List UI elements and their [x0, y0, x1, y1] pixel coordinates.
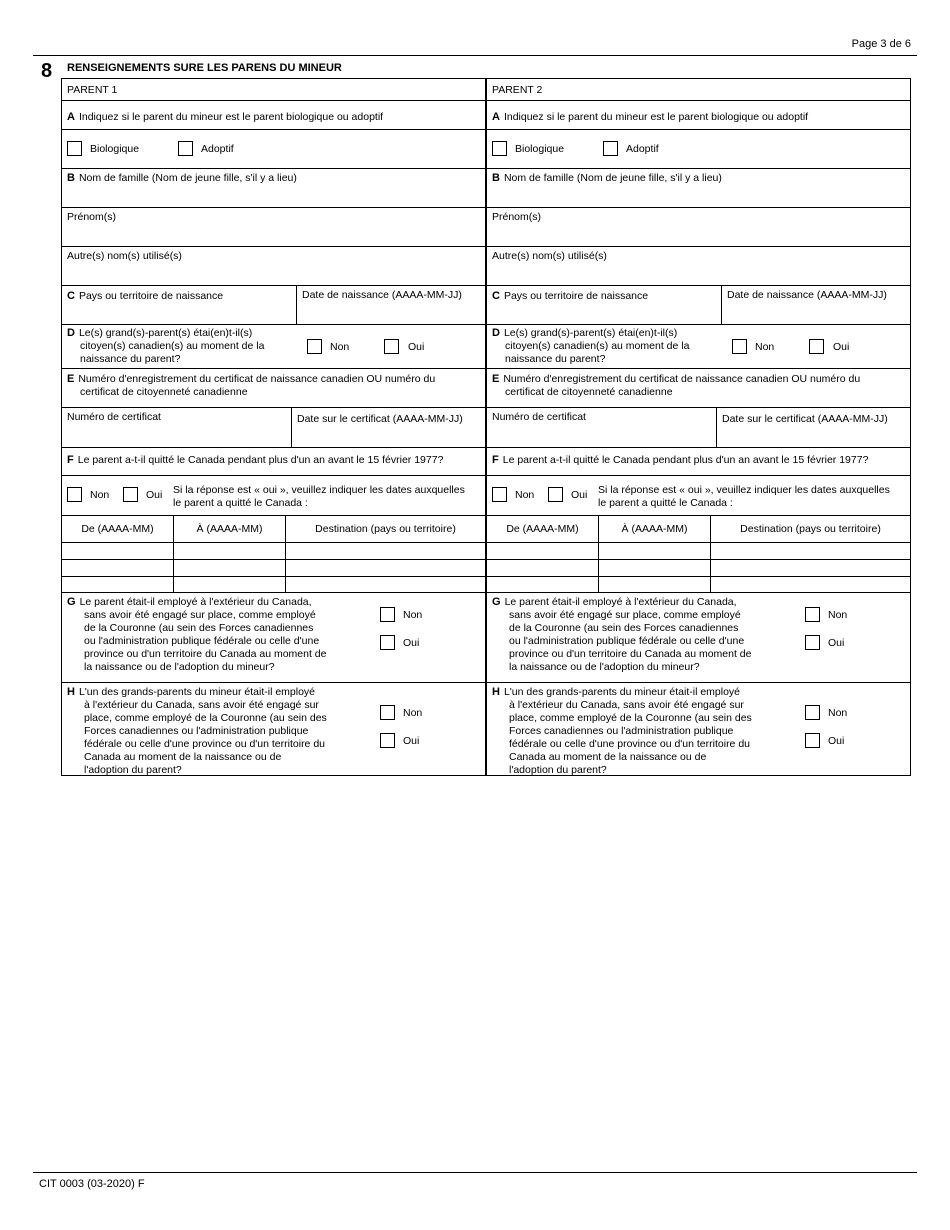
- other-names-field[interactable]: [487, 247, 910, 286]
- other-names-label: Autre(s) nom(s) utilisé(s): [492, 250, 607, 262]
- to-input[interactable]: [174, 577, 286, 592]
- certificate-date-field[interactable]: [717, 408, 910, 447]
- d-oui-checkbox[interactable]: [809, 339, 824, 354]
- question-letter: H: [67, 686, 75, 698]
- question-letter: A: [67, 111, 75, 123]
- certificate-number-field[interactable]: [487, 408, 717, 447]
- col-destination: Destination (pays ou territoire): [315, 523, 456, 535]
- biologique-label: Biologique: [515, 143, 565, 155]
- d-oui-label: Oui: [833, 341, 850, 353]
- h-non-label: Non: [828, 707, 848, 719]
- question-h-row: [487, 683, 910, 775]
- parent-2-column: [486, 78, 911, 776]
- question-a-options: [62, 130, 485, 169]
- certificate-date-label: Date sur le certificat (AAAA-MM-JJ): [722, 413, 888, 425]
- question-letter: A: [492, 111, 500, 123]
- question-letter: D: [492, 327, 500, 339]
- adoptif-label: Adoptif: [201, 143, 234, 155]
- f-non-checkbox[interactable]: [492, 487, 507, 502]
- family-name-field[interactable]: [62, 169, 485, 208]
- h-non-checkbox[interactable]: [805, 705, 820, 720]
- g-oui-checkbox[interactable]: [805, 635, 820, 650]
- parent-1-column: [61, 78, 486, 776]
- question-a-row: [487, 101, 910, 130]
- certificate-number-field[interactable]: [62, 408, 292, 447]
- other-names-field[interactable]: [62, 247, 485, 286]
- certificate-date-label: Date sur le certificat (AAAA-MM-JJ): [297, 413, 463, 425]
- h-oui-checkbox[interactable]: [380, 733, 395, 748]
- section-title: RENSEIGNEMENTS SURE LES PARENS DU MINEUR: [67, 62, 342, 74]
- question-letter: F: [492, 454, 499, 466]
- d-non-label: Non: [755, 341, 775, 353]
- to-input[interactable]: [599, 577, 711, 592]
- table-row: [487, 543, 910, 560]
- d-oui-label: Oui: [408, 341, 425, 353]
- question-e-line2: certificat de citoyenneté canadienne: [505, 386, 673, 398]
- table-row: [62, 577, 485, 593]
- h-oui-label: Oui: [828, 735, 845, 747]
- question-letter: E: [492, 373, 500, 385]
- from-input[interactable]: [62, 543, 174, 559]
- table-row: [62, 560, 485, 577]
- parent-title: PARENT 2: [492, 84, 543, 96]
- question-a-label: Indiquez si le parent du mineur est le parent biologique ou adoptif: [78, 111, 384, 123]
- question-c-row: [487, 286, 910, 325]
- adoptif-checkbox[interactable]: [178, 141, 193, 156]
- question-d-line1: Le(s) grand(s)-parent(s) étai(en)t-il(s): [503, 327, 678, 339]
- birth-country-label: Pays ou territoire de naissance: [503, 290, 649, 302]
- from-input[interactable]: [62, 560, 174, 576]
- col-from: De (AAAA-MM): [81, 523, 154, 535]
- certificate-number-label: Numéro de certificat: [67, 411, 161, 423]
- f-non-label: Non: [90, 489, 110, 501]
- question-c-row: [62, 286, 485, 325]
- question-letter: D: [67, 327, 75, 339]
- destination-input[interactable]: [711, 560, 910, 576]
- question-f-row: [487, 448, 910, 476]
- g-non-checkbox[interactable]: [805, 607, 820, 622]
- g-non-label: Non: [403, 609, 423, 621]
- question-f-label: Le parent a-t-il quitté le Canada pendant plus d'un an avant le 15 février 1977?: [77, 454, 444, 466]
- birth-date-field[interactable]: [722, 286, 910, 324]
- col-destination: Destination (pays ou territoire): [740, 523, 881, 535]
- birth-date-field[interactable]: [297, 286, 485, 324]
- d-non-checkbox[interactable]: [732, 339, 747, 354]
- f-oui-checkbox[interactable]: [548, 487, 563, 502]
- question-letter: C: [492, 290, 500, 302]
- question-a-label: Indiquez si le parent du mineur est le parent biologique ou adoptif: [503, 111, 809, 123]
- d-non-label: Non: [330, 341, 350, 353]
- to-input[interactable]: [174, 560, 286, 576]
- g-oui-checkbox[interactable]: [380, 635, 395, 650]
- question-d-line3: naissance du parent?: [80, 353, 181, 365]
- f-non-label: Non: [515, 489, 535, 501]
- question-a-options: [487, 130, 910, 169]
- table-row: [487, 577, 910, 593]
- f-oui-checkbox[interactable]: [123, 487, 138, 502]
- family-name-label: Nom de famille (Nom de jeune fille, s'il y a lieu): [78, 172, 297, 184]
- biologique-checkbox[interactable]: [492, 141, 507, 156]
- g-oui-label: Oui: [828, 637, 845, 649]
- adoptif-label: Adoptif: [626, 143, 659, 155]
- table-row: [62, 543, 485, 560]
- question-a-row: [62, 101, 485, 130]
- departures-table-header: [487, 516, 910, 543]
- biologique-checkbox[interactable]: [67, 141, 82, 156]
- question-g-row: [487, 593, 910, 683]
- to-input[interactable]: [174, 543, 286, 559]
- certificate-row: [487, 408, 910, 448]
- form-id: CIT 0003 (03-2020) F: [39, 1178, 145, 1190]
- section-number: 8: [41, 60, 53, 82]
- question-e-row: [62, 369, 485, 408]
- birth-date-label: Date de naissance (AAAA-MM-JJ): [302, 289, 462, 301]
- from-input[interactable]: [487, 577, 599, 592]
- table-row: [487, 560, 910, 577]
- family-name-field[interactable]: [487, 169, 910, 208]
- h-non-checkbox[interactable]: [380, 705, 395, 720]
- col-from: De (AAAA-MM): [506, 523, 579, 535]
- question-d-line2: citoyen(s) canadien(s) au moment de la: [80, 340, 265, 352]
- family-name-label: Nom de famille (Nom de jeune fille, s'il y a lieu): [503, 172, 722, 184]
- given-name-field[interactable]: [487, 208, 910, 247]
- certificate-number-label: Numéro de certificat: [492, 411, 586, 423]
- question-g-text: G Le parent était-il employé à l'extérieur du Canada, sans avoir été engagé sur place, comme employé de la Couronne (au sein des Forces canadiennes ou l'administration publique fédérale ou celle d'une province ou d'un territoire du Canada au moment de la naissance ou de l'adoption du mineur?: [492, 596, 752, 673]
- question-letter: G: [67, 596, 76, 608]
- question-f-label: Le parent a-t-il quitté le Canada pendant plus d'un an avant le 15 février 1977?: [502, 454, 869, 466]
- d-oui-checkbox[interactable]: [384, 339, 399, 354]
- question-d-row: [62, 325, 485, 369]
- question-d-line2: citoyen(s) canadien(s) au moment de la: [505, 340, 690, 352]
- certificate-row: [62, 408, 485, 448]
- g-non-checkbox[interactable]: [380, 607, 395, 622]
- certificate-date-field[interactable]: [292, 408, 485, 447]
- h-non-label: Non: [403, 707, 423, 719]
- question-f-row: [62, 448, 485, 476]
- question-d-line1: Le(s) grand(s)-parent(s) étai(en)t-il(s): [78, 327, 253, 339]
- f-note-line2: le parent a quitté le Canada :: [173, 497, 308, 509]
- question-e-line1: Numéro d'enregistrement du certificat de naissance canadien OU numéro du: [78, 373, 436, 385]
- parent-title: PARENT 1: [67, 84, 118, 96]
- h-oui-label: Oui: [403, 735, 420, 747]
- question-g-row: [62, 593, 485, 683]
- adoptif-checkbox[interactable]: [603, 141, 618, 156]
- f-note-line1: Si la réponse est « oui », veuillez indiquer les dates auxquelles: [173, 484, 465, 496]
- question-d-row: [487, 325, 910, 369]
- question-letter: B: [67, 172, 75, 184]
- f-note-line2: le parent a quitté le Canada :: [598, 497, 733, 509]
- question-h-text: H L'un des grands-parents du mineur était-il employé à l'extérieur du Canada, sans avoir été engagé sur place, comme employé de la Couronne (au sein des Forces canadiennes ou l'administration publique fédérale ou celle d'une province ou d'un territoire du Canada au moment de la naissance ou de l'adoption du parent?: [67, 686, 327, 776]
- from-input[interactable]: [487, 560, 599, 576]
- given-name-label: Prénom(s): [492, 211, 542, 223]
- g-oui-label: Oui: [403, 637, 420, 649]
- destination-input[interactable]: [286, 560, 485, 576]
- other-names-label: Autre(s) nom(s) utilisé(s): [67, 250, 182, 262]
- question-letter: F: [67, 454, 74, 466]
- birth-country-field[interactable]: [62, 286, 297, 324]
- question-h-row: [62, 683, 485, 775]
- col-to: À (AAAA-MM): [621, 523, 688, 535]
- f-oui-label: Oui: [146, 489, 163, 501]
- col-to: À (AAAA-MM): [196, 523, 263, 535]
- question-letter: C: [67, 290, 75, 302]
- birth-country-field[interactable]: [487, 286, 722, 324]
- given-name-field[interactable]: [62, 208, 485, 247]
- birth-country-label: Pays ou territoire de naissance: [78, 290, 224, 302]
- destination-input[interactable]: [286, 543, 485, 559]
- f-note-line1: Si la réponse est « oui », veuillez indiquer les dates auxquelles: [598, 484, 890, 496]
- question-g-text: G Le parent était-il employé à l'extérieur du Canada, sans avoir été engagé sur place, comme employé de la Couronne (au sein des Forces canadiennes ou l'administration publique fédérale ou celle d'une province ou d'un territoire du Canada au moment de la naissance ou de l'adoption du mineur?: [67, 596, 327, 673]
- top-rule: [33, 55, 917, 56]
- departures-table-header: [62, 516, 485, 543]
- question-e-row: [487, 369, 910, 408]
- h-oui-checkbox[interactable]: [805, 733, 820, 748]
- destination-input[interactable]: [711, 577, 910, 592]
- birth-date-label: Date de naissance (AAAA-MM-JJ): [727, 289, 887, 301]
- d-non-checkbox[interactable]: [307, 339, 322, 354]
- question-f-options: [62, 476, 485, 516]
- from-input[interactable]: [62, 577, 174, 592]
- question-f-options: [487, 476, 910, 516]
- from-input[interactable]: [487, 543, 599, 559]
- to-input[interactable]: [599, 560, 711, 576]
- parent-title-row: [487, 79, 910, 101]
- question-e-line2: certificat de citoyenneté canadienne: [80, 386, 248, 398]
- bottom-rule: [33, 1172, 917, 1173]
- destination-input[interactable]: [286, 577, 485, 592]
- question-letter: B: [492, 172, 500, 184]
- f-non-checkbox[interactable]: [67, 487, 82, 502]
- question-h-text: H L'un des grands-parents du mineur était-il employé à l'extérieur du Canada, sans avoir été engagé sur place, comme employé de la Couronne (au sein des Forces canadiennes ou l'administration publique fédérale ou celle d'une province ou d'un territoire du Canada au moment de la naissance ou de l'adoption du parent?: [492, 686, 752, 776]
- g-non-label: Non: [828, 609, 848, 621]
- destination-input[interactable]: [711, 543, 910, 559]
- parent-title-row: [62, 79, 485, 101]
- page-number: Page 3 de 6: [851, 38, 911, 50]
- to-input[interactable]: [599, 543, 711, 559]
- question-letter: H: [492, 686, 500, 698]
- question-e-line1: Numéro d'enregistrement du certificat de naissance canadien OU numéro du: [503, 373, 861, 385]
- question-d-line3: naissance du parent?: [505, 353, 606, 365]
- given-name-label: Prénom(s): [67, 211, 117, 223]
- question-letter: G: [492, 596, 501, 608]
- question-letter: E: [67, 373, 75, 385]
- biologique-label: Biologique: [90, 143, 140, 155]
- f-oui-label: Oui: [571, 489, 588, 501]
